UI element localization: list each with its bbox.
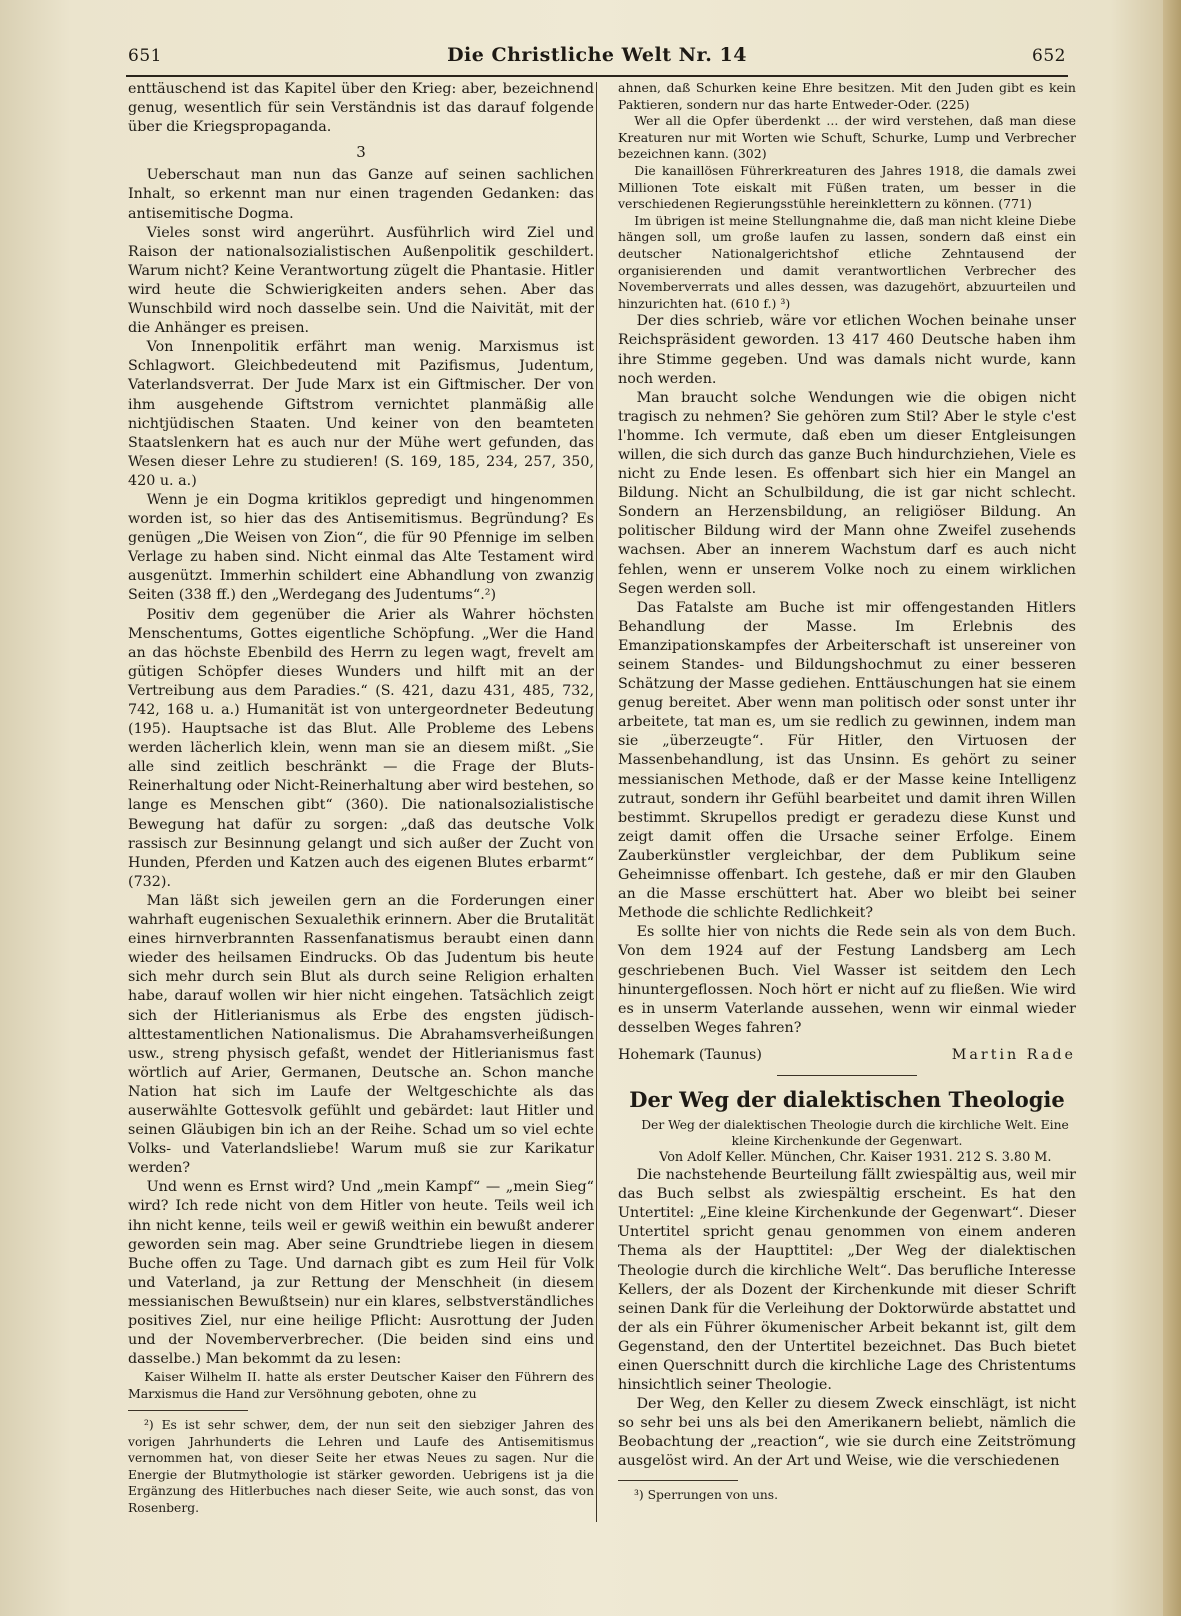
page-header: [128, 46, 1066, 72]
paragraph: Der dies schrieb, wäre vor etlichen Wochen beinahe unser Reichspräsident geworden. 13 417 460 Deutsche haben ihm ihre Stimme gegeben. Und was damals nicht wurde, kann noch werden.: [618, 313, 1076, 387]
page-number-left: 651: [128, 46, 162, 66]
column-divider: [596, 82, 597, 1522]
paragraph: Positiv dem gegenüber die Arier als Wahrer höchsten Menschentums, Gottes eigentliche Schöpfung. „Wer die Hand an das höchste Ebenbild des Herrn zu legen wagt, frevelt am gütigen Schöpfer dieses Wunders und hilft mit an der Vertreibung aus dem Paradies.“ (S. 421, dazu 431, 485, 732, 742, 168 u. a.) Humanität ist von untergeordneter Bedeutung (195). Hauptsache ist das Blut. Alle Probleme des Lebens werden lächerlich klein, wenn man sie an diesem mißt. „Sie alle sind zeitlich beschränkt — die Frage der Bluts-Reinerhaltung oder Nicht-Reinerhaltung aber wird bestehen, so lange es Menschen gibt“ (360). Die nationalsozialistische Bewegung hat dafür zu sorgen: „daß das deutsche Volk rassisch zur Besinnung gelangt und sich außer der Zucht von Hunden, Pferden und Katzen auch des eigenen Blutes erbarmt“ (732).: [128, 606, 594, 890]
paragraph: Das Fatalste am Buche ist mir offengestanden Hitlers Behandlung der Masse. Im Erlebnis des Emanzipationskampfes der Arbeiterschaft ist unsereiner von seinem Standes- und Bildungshochmut zu einer besseren Schätzung der Masse gediehen. Enttäuschungen hat sie einem genug bereitet. Aber wenn man politisch oder sonst unter ihr arbeitete, tat man es, um sie redlich zu gewinnen, indem man sie „überzeugte“. Für Hitler, den Virtuosen der Massenbehandlung, ist das Unsinn. Es gehört zu seiner messianischen Methode, daß er der Masse keine Intelligenz zutraut, sondern ihr Gefühl bearbeitet und damit ihren Willen bestimmt. Skrupellos predigt er geradezu diese Kunst und zeigt damit offen die Ursache seiner Erfolge. Einem Zauberkünstler vergleichbar, der dem Publikum seine Geheimnisse offenbart. Ich gestehe, daß er mir den Glauben an die Masse erschüttert hat. Aber wo bleibt bei seiner Methode die schlichte Redlichkeit?: [618, 599, 1076, 922]
signature-name: Martin Rade: [951, 1046, 1076, 1063]
paragraph: Wenn je ein Dogma kritiklos gepredigt und hingenommen worden ist, so hier das des Antisemitismus. Begründung? Es genügen „Die Weisen von Zion“, die für 90 Pfennige im selben Verlage zu haben sind. Nicht einmal das Alte Testament wird ausgenützt. Immerhin schildert eine Abhandlung von zwanzig Seiten (338 ff.) den „Werdegang des Judentums“.²): [128, 491, 594, 604]
signature-row: [618, 1046, 1076, 1065]
right-column: [618, 80, 1076, 1503]
block-quote: Kaiser Wilhelm II. hatte als erster Deutscher Kaiser den Führern des Marxismus die Hand zur Versöhnung geboten, ohne zu: [128, 1369, 594, 1401]
block-quote: ahnen, daß Schurken keine Ehre besitzen. Mit den Juden gibt es kein Paktieren, sondern nur das harte Entweder-Oder. (225): [618, 80, 1076, 112]
footnote: ³) Sperrungen von uns.: [633, 1487, 779, 1502]
paragraph: Die nachstehende Beurteilung fällt zwiespältig aus, weil mir das Buch selbst als zwiespältig erscheint. Es hat den Untertitel: „Eine kleine Kirchenkunde der Gegenwart“. Dieser Untertitel spricht genau genommen von einem anderen Thema als der Haupttitel: „Der Weg der dialektischen Theologie durch die kirchliche Welt“. Das berufliche Interesse Kellers, der als Dozent der Kirchenkunde mit dieser Schrift seinen Dank für die Verleihung der Doktorwürde abstattet und der als ein Führer ökumenischer Arbeit bekannt ist, gilt dem Gegenstand, den der Untertitel bezeichnet. Das Buch bietet einen Querschnitt durch die kirchliche Lage des Christentums hinsichtlich seiner Theologie.: [618, 1167, 1076, 1394]
section-number: 3: [356, 143, 366, 162]
header-rule: [126, 75, 1068, 77]
page-edge: [1163, 0, 1181, 1616]
block-quote: Wer all die Opfer überdenkt ... der wird verstehen, daß man diese Kreaturen nur mit Worten wie Schuft, Schurke, Lump und Verbrecher bezeichnen kann. (302): [618, 113, 1076, 162]
journal-title: Die Christliche Welt Nr. 14: [447, 44, 747, 66]
paragraph: Man braucht solche Wendungen wie die obigen nicht tragisch zu nehmen? Sie gehören zum Stil? Aber le style c'est l'homme. Ich vermute, daß eben um dieser Entgleisungen willen, die sich durch das ganze Buch hindurchziehen, Viele es nicht zu Ende lesen. Es offenbart sich hier ein Mangel an Bildung. Nicht an Schulbildung, die ist gar nicht schlecht. Sondern an Herzensbildung, an religiöser Bildung. An politischer Bildung wird der Mann ohne Zweifel zusehends wachsen. Aber an innerem Wachstum darf es auch nicht fehlen, wenn er unserem Volke noch zu einem wirklichen Segen werden soll.: [618, 389, 1076, 597]
review-subtitle: Der Weg der dialektischen Theologie durch die kirchliche Welt. Eine kleine Kirchenkunde der Gegenwart.: [641, 1118, 1069, 1149]
section-rule: [777, 1075, 917, 1076]
paragraph: Von Innenpolitik erfährt man wenig. Marxismus ist Schlagwort. Gleichbedeutend mit Pazifismus, Judentum, Vaterlandsverrat. Der Jude Marx ist ein Giftmischer. Der von ihm ausgehende Giftstrom vernichtet planmäßig alle nichtjüdischen Staaten. Und keiner von den beamteten Staatslenkern hat es auch nur der Mühe wert gefunden, das Wesen dieser Lehre zu studieren! (S. 169, 185, 234, 257, 350, 420 u. a.): [128, 339, 594, 489]
footnote-rule: [618, 1480, 738, 1481]
paragraph: Der Weg, den Keller zu diesem Zweck einschlägt, ist nicht so sehr bei uns als bei den Amerikanern beliebt, nämlich die Beobachtung der „reaction“, wie sie durch eine Zeitströmung ausgelöst wird. An der Art und Weise, wie die verschiedenen: [618, 1396, 1076, 1470]
review-author: Von Adolf Keller. München, Chr. Kaiser 1931. 212 S. 3.80 M.: [659, 1150, 1052, 1166]
block-quote: Die kanaillösen Führerkreaturen des Jahres 1918, die damals zwei Millionen Tote eiskalt mit Füßen traten, um besser in die verschiedenen Regierungsstühle hereinklettern zu können. (771): [618, 162, 1076, 212]
paragraph: Es sollte hier von nichts die Rede sein als von dem Buch. Von dem 1924 auf der Festung Landsberg am Lech geschriebenen Buch. Viel Wasser ist seitdem den Lech hinuntergeflossen. Noch hört er nicht auf zu fließen. Wie wird es in unserm Vaterlande aussehen, wenn wir einmal wieder desselben Weges fahren?: [618, 924, 1076, 1036]
footnote-rule: [128, 1410, 248, 1411]
paragraph: Vieles sonst wird angerührt. Ausführlich wird Ziel und Raison der nationalsozialistischen Außenpolitik geschildert. Warum nicht? Keine Verantwortung zügelt die Phantasie. Hitler wird heute die Schwierigkeiten anders sehen. Aber das Wunschbild wird noch dasselbe sein. Und die Naivität, mit der die Anhänger es preisen.: [128, 224, 594, 337]
page-number-right: 652: [1032, 46, 1066, 66]
review-title: Der Weg der dialektischen Theologie: [629, 1086, 1065, 1112]
block-quote: Im übrigen ist meine Stellungnahme die, daß man nicht kleine Diebe hängen soll, um große laufen zu lassen, sondern daß einst ein deutscher Nationalgerichtshof etliche Zehntausend der organisierenden und damit verantwortlichen Verbrecher des Novemberverrats und alles dessen, was dazugehört, abzuurteilen und hinzurichten hat. (610 f.) ³): [618, 212, 1076, 311]
signature-place: Hohemark (Taunus): [618, 1046, 762, 1063]
paragraph: Und wenn es Ernst wird? Und „mein Kampf“ — „mein Sieg“ wird? Ich rede nicht von dem Hitler von heute. Teils weil ich ihn nicht kenne, teils weil er gewiß weithin ein bewußt anderer geworden sein mag. Aber seine Grundtriebe liegen in diesem Buche offen zu Tage. Und darnach gibt es zum Heil für Volk und Vaterland, ja zur Rettung der Menschheit (in diesem messianischen Bewußtsein) nur ein klares, selbstverständliches positives Ziel, nur eine heilige Pflicht: Ausrottung der Juden und der Novemberverbrecher. (Die beiden sind eins und dasselbe.) Man bekommt da zu lesen:: [128, 1179, 594, 1368]
paragraph: Ueberschaut man nun das Ganze auf seinen sachlichen Inhalt, so erkennt man nur einen tragenden Gedanken: das antisemitische Dogma.: [128, 167, 594, 222]
paragraph: enttäuschend ist das Kapitel über den Krieg: aber, bezeichnend genug, wesentlich für sein Verständnis ist das darauf folgende über die Kriegspropaganda.: [128, 81, 594, 136]
left-column: [128, 80, 594, 1516]
paragraph: Man läßt sich jeweilen gern an die Forderungen einer wahrhaft eugenischen Sexualethik erinnern. Aber die Brutalität eines hirnverbrannten Rassenfanatismus beraubt einen dann wieder des heilsamen Eindrucks. Ob das Judentum bis heute sich mehr durch sein Blut als durch seine Religion erhalten habe, darauf wollen wir hier nicht eingehen. Tatsächlich zeigt sich der Hitlerianismus als Erbe des engsten jüdisch-alttestamentlichen Nationalismus. Die Abrahamsverheißungen usw., streng physisch gefaßt, wendet der Hitlerianismus fast wörtlich auf Arier, Germanen, Deutsche an. Schon manche Nation hat sich im Laufe der Weltgeschichte als das auserwählte Gottesvolk gefühlt und gebärdet: laut Hitler und seinen Gläubigen bin ich an der Reihe. Schad um so viel echte Volks- und Vaterlandsliebe! Warum muß sie zur Karikatur werden?: [128, 892, 594, 1177]
footnote: ²) Es ist sehr schwer, dem, der nun seit den siebziger Jahren des vorigen Jahrhunderts die Lehren und Laufe des Antisemitismus vernommen hat, von dieser Seite her etwas Neues zu sagen. Nur die Energie der Blutmythologie ist stärker geworden. Uebrigens ist ja die Ergänzung des Hitlerbuches nach dieser Seite, wie auch sonst, das von Rosenberg.: [128, 1418, 594, 1515]
